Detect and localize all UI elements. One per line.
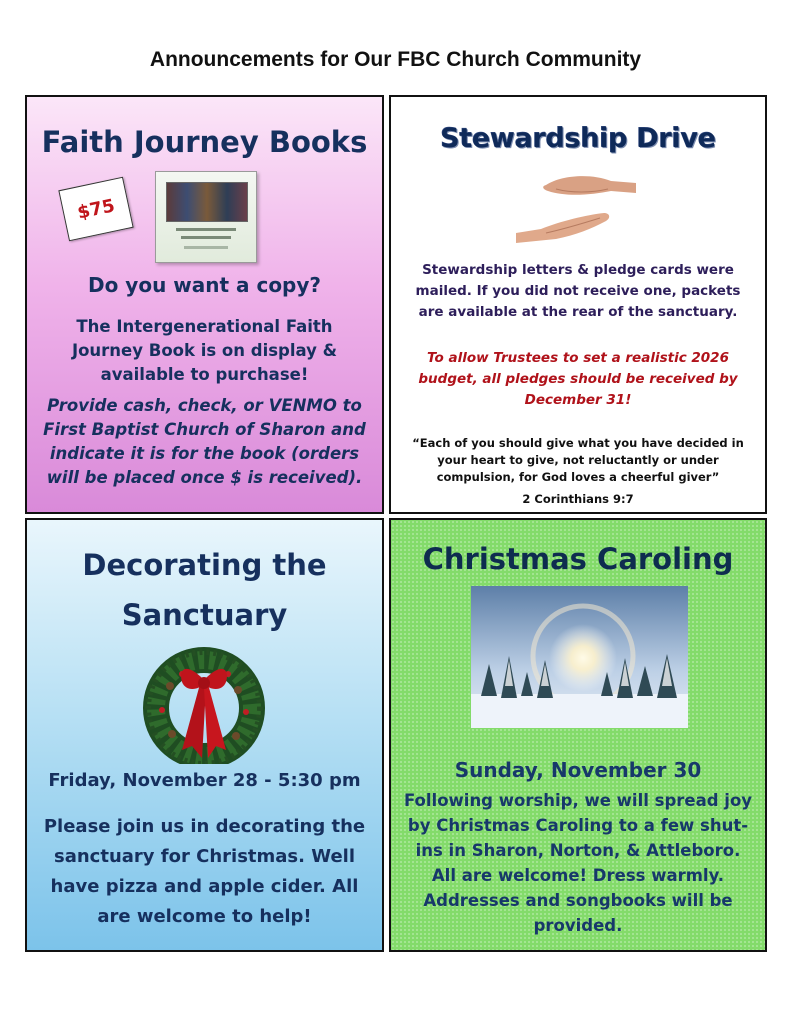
caroling-title: Christmas Caroling — [422, 542, 734, 576]
caroling-body: Following worship, we will spread joy by Christmas Caroling to a few shut-ins in Sharon, Norton, & Attleboro. All are welcome! Dress warmly. Addresses and songbooks will be provided. — [403, 791, 753, 935]
stewardship-deadline: To allow Trustees to set a realistic 2026 budget, all pledges should be received by December 31! — [418, 350, 738, 408]
caroling-panel — [389, 518, 767, 952]
decorating-body: Please join us in decorating the sanctuary for Christmas. Well have pizza and apple cider. All are welcome to help! — [43, 816, 366, 927]
stewardship-quote: “Each of you should give what you have decided in your heart to give, not reluctantly or under compulsion, for God loves a cheerful giver” — [412, 436, 744, 484]
book-cover-icon — [155, 171, 257, 263]
faith-body: The Intergenerational Faith Journey Book is on display & available to purchase! — [71, 317, 338, 384]
price-tag-icon — [58, 177, 133, 242]
stewardship-reference: 2 Corinthians 9:7 — [522, 492, 634, 506]
decorating-title: Decorating the Sanctuary — [82, 548, 327, 632]
decorating-panel — [25, 518, 384, 952]
page-title: Announcements for Our FBC Church Community — [149, 48, 642, 71]
price-label: $75 — [75, 194, 117, 224]
giving-hands-icon — [516, 171, 641, 251]
faith-payment-note: Provide cash, check, or VENMO to First Baptist Church of Sharon and indicate it is for the book (orders will be placed once $ is received). — [43, 396, 366, 487]
faith-title: Faith Journey Books — [41, 125, 368, 159]
stewardship-panel — [389, 95, 767, 514]
faith-journey-panel — [25, 95, 384, 514]
faith-question: Do you want a copy? — [87, 273, 322, 297]
christmas-wreath-icon — [142, 646, 266, 764]
stewardship-body: Stewardship letters & pledge cards were mailed. If you did not receive one, packets are available at the rear of the sanctuary. — [415, 262, 741, 320]
caroling-date: Sunday, November 30 — [454, 758, 702, 782]
winter-sun-landscape-icon — [471, 586, 688, 728]
stewardship-title: Stewardship Drive — [440, 123, 716, 154]
decorating-date: Friday, November 28 - 5:30 pm — [48, 770, 361, 791]
